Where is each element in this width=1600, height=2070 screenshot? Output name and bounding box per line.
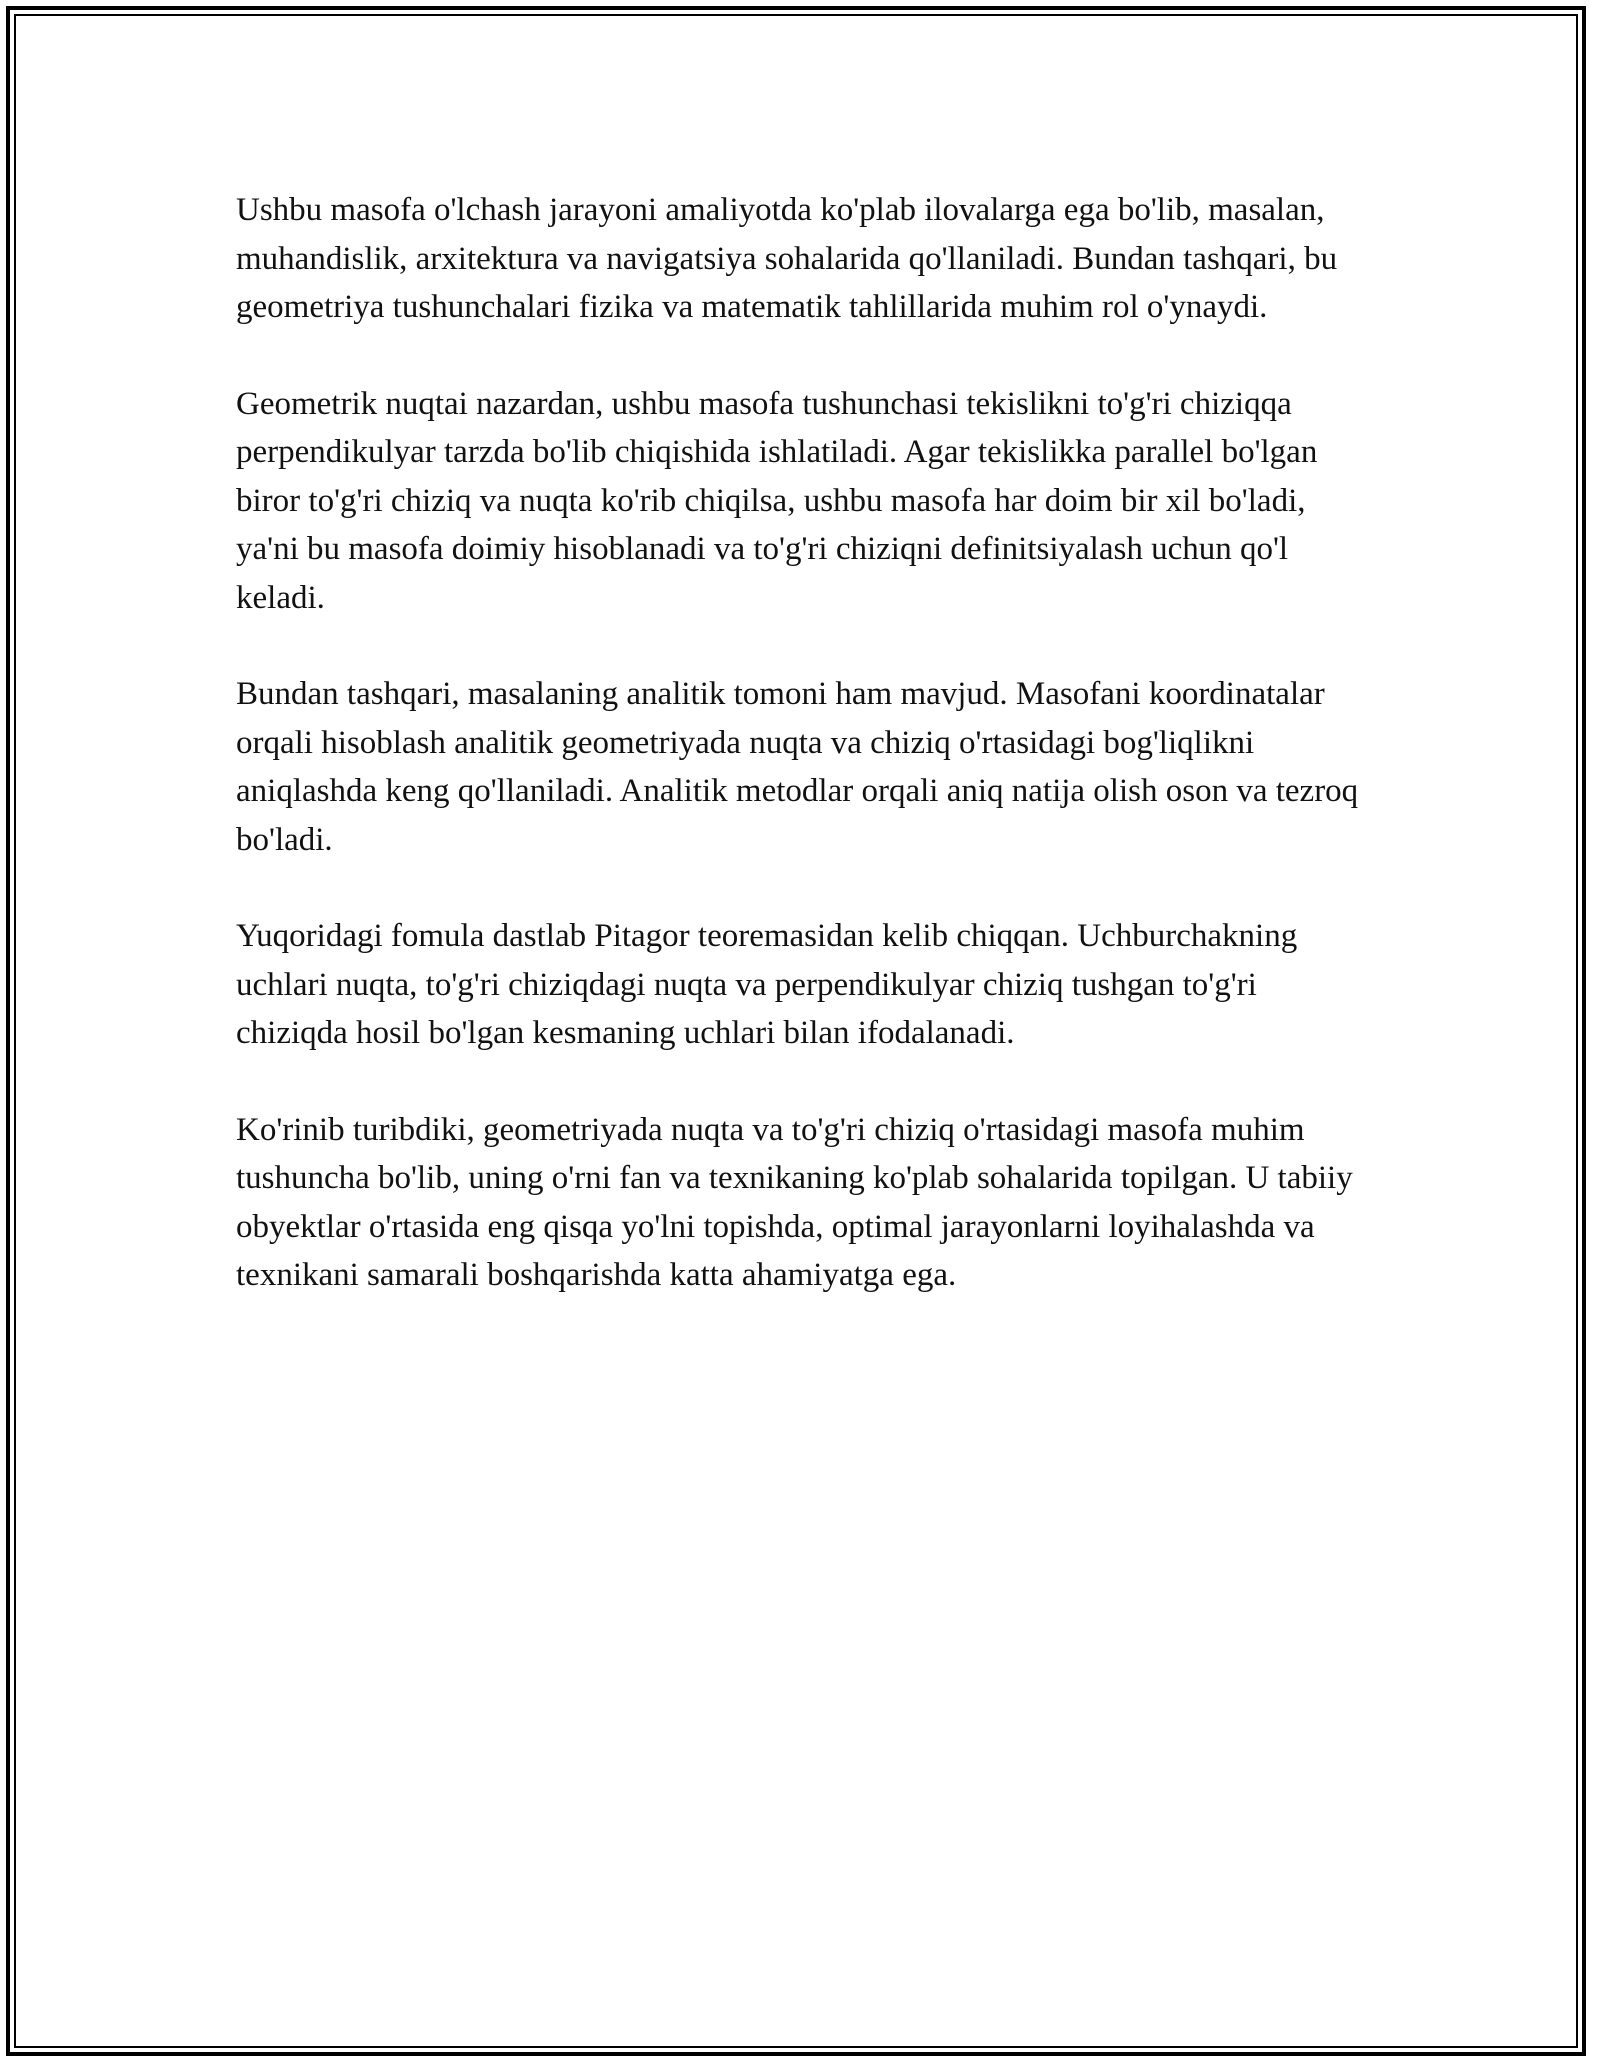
paragraph-1: Ushbu masofa o'lchash jarayoni amaliyotda ko'plab ilovalarga ega bo'lib, masalan, muhandislik, arxitektura va navigatsiya sohalarida qo'llaniladi. Bundan tashqari, bu geometriya tushunchalari fizika va matematik tahlillarida muhim rol o'ynaydi. xyxy=(236,192,1338,325)
document-body xyxy=(236,186,1366,1348)
paragraph-4: Yuqoridagi fomula dastlab Pitagor teoremasidan kelib chiqqan. Uchburchakning uchlari nuqta, to'g'ri chiziqdagi nuqta va perpendikulyar chiziq tushgan to'g'ri chiziqda hosil bo'lgan kesmaning uchlari bilan ifodalanadi. xyxy=(236,918,1298,1051)
paragraph-5: Ko'rinib turibdiki, geometriyada nuqta va to'g'ri chiziq o'rtasidagi masofa muhim tushuncha bo'lib, uning o'rni fan va texnikaning ko'plab sohalarida topilgan. U tabiiy obyektlar o'rtasida eng qisqa yo'lni topishda, optimal jarayonlarni loyihalashda va texnikani samarali boshqarishda katta ahamiyatga ega. xyxy=(236,1111,1353,1293)
paragraph-2: Geometrik nuqtai nazardan, ushbu masofa tushunchasi tekislikni to'g'ri chiziqqa perpendikulyar tarzda bo'lib chiqishida ishlatiladi. Agar tekislikka parallel bo'lgan biror to'g'ri chiziq va nuqta ko'rib chiqilsa, ushbu masofa har doim bir xil bo'ladi, ya'ni bu masofa doimiy hisoblanadi va to'g'ri chiziqni definitsiyalash uchun qo'l keladi. xyxy=(236,385,1318,616)
paragraph-3: Bundan tashqari, masalaning analitik tomoni ham mavjud. Masofani koordinatalar orqali hisoblash analitik geometriyada nuqta va chiziq o'rtasidagi bog'liqlikni aniqlashda keng qo'llaniladi. Analitik metodlar orqali aniq natija olish oson va tezroq bo'ladi. xyxy=(236,676,1359,858)
